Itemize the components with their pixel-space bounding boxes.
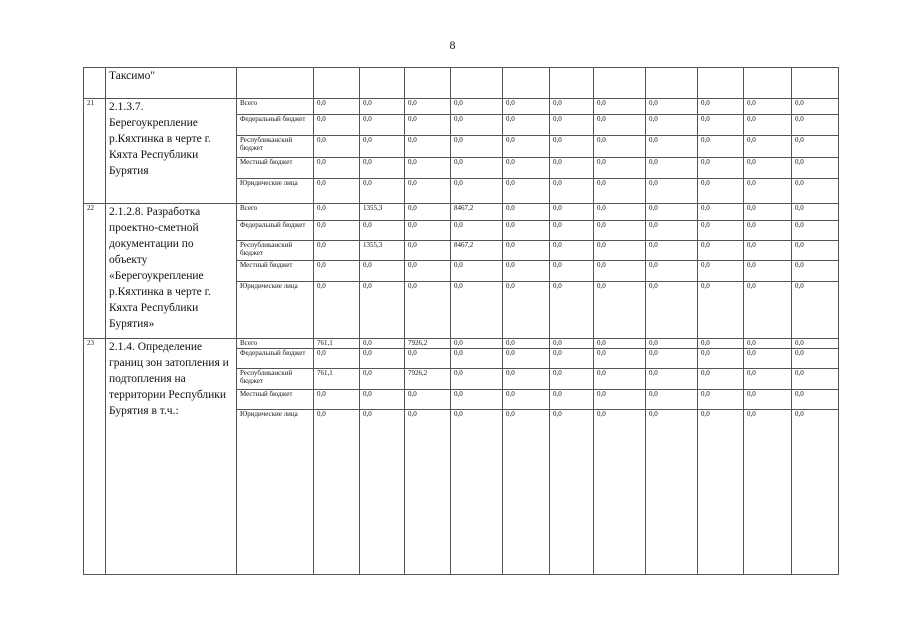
amount-cell: 0,0 xyxy=(451,136,503,157)
funding-source: Юридические лица xyxy=(237,409,314,574)
funding-source: Всего xyxy=(237,98,314,114)
budget-table xyxy=(83,67,839,575)
amount-cell: 0,0 xyxy=(698,204,744,220)
amount-cell: 0,0 xyxy=(451,281,503,338)
amount-cell: 0,0 xyxy=(550,241,594,261)
continuation-row xyxy=(84,68,839,99)
empty-cell xyxy=(550,68,594,99)
item-title: 2.1.2.8. Разработка проектно-сметной документации по объекту «Берегоукрепление р.Кяхтинка в черте г. Кяхта Республики Бурятия» xyxy=(106,204,237,338)
amount-cell: 0,0 xyxy=(405,409,451,574)
amount-cell: 0,0 xyxy=(594,114,646,135)
amount-cell: 0,0 xyxy=(405,281,451,338)
funding-source: Федеральный бюджет xyxy=(237,114,314,135)
amount-cell: 0,0 xyxy=(646,136,698,157)
amount-cell: 0,0 xyxy=(550,389,594,409)
item-title: Таксимо" xyxy=(106,68,237,99)
amount-cell: 0,0 xyxy=(646,114,698,135)
amount-cell: 0,0 xyxy=(646,261,698,281)
empty-cell xyxy=(792,68,839,99)
amount-cell: 0,0 xyxy=(550,157,594,178)
amount-cell: 0,0 xyxy=(451,114,503,135)
amount-cell: 0,0 xyxy=(360,220,405,240)
amount-cell: 0,0 xyxy=(503,136,550,157)
amount-cell: 0,0 xyxy=(503,281,550,338)
amount-cell: 0,0 xyxy=(405,241,451,261)
amount-cell: 0,0 xyxy=(451,261,503,281)
amount-cell: 0,0 xyxy=(451,409,503,574)
amount-cell: 0,0 xyxy=(503,220,550,240)
amount-cell: 0,0 xyxy=(744,178,792,203)
amount-cell: 0,0 xyxy=(550,204,594,220)
amount-cell: 0,0 xyxy=(594,220,646,240)
amount-cell: 0,0 xyxy=(550,261,594,281)
amount-cell: 0,0 xyxy=(451,98,503,114)
amount-cell: 0,0 xyxy=(314,114,360,135)
funding-source: Юридические лица xyxy=(237,178,314,203)
amount-cell: 0,0 xyxy=(360,348,405,368)
page-number: 8 xyxy=(449,38,456,52)
amount-cell: 0,0 xyxy=(646,348,698,368)
amount-cell: 0,0 xyxy=(503,369,550,389)
table-row xyxy=(84,98,839,114)
funding-source: Федеральный бюджет xyxy=(237,220,314,240)
amount-cell: 0,0 xyxy=(405,348,451,368)
amount-cell: 0,0 xyxy=(744,281,792,338)
amount-cell: 0,0 xyxy=(594,338,646,348)
amount-cell: 0,0 xyxy=(646,409,698,574)
amount-cell: 0,0 xyxy=(698,389,744,409)
amount-cell: 0,0 xyxy=(646,178,698,203)
amount-cell: 0,0 xyxy=(451,178,503,203)
empty-cell xyxy=(314,68,360,99)
empty-cell xyxy=(503,68,550,99)
amount-cell: 0,0 xyxy=(503,157,550,178)
row-number: 21 xyxy=(84,98,106,204)
funding-source: Республиканский бюджет xyxy=(237,241,314,261)
amount-cell: 0,0 xyxy=(646,389,698,409)
amount-cell: 0,0 xyxy=(451,389,503,409)
amount-cell: 0,0 xyxy=(360,261,405,281)
amount-cell: 0,0 xyxy=(314,157,360,178)
funding-source: Всего xyxy=(237,338,314,348)
amount-cell: 0,0 xyxy=(792,178,839,203)
amount-cell: 0,0 xyxy=(405,98,451,114)
amount-cell: 0,0 xyxy=(792,338,839,348)
amount-cell: 0,0 xyxy=(744,261,792,281)
amount-cell: 0,0 xyxy=(698,261,744,281)
amount-cell: 0,0 xyxy=(594,98,646,114)
funding-source: Республиканский бюджет xyxy=(237,136,314,157)
funding-source: Местный бюджет xyxy=(237,261,314,281)
amount-cell: 0,0 xyxy=(594,261,646,281)
row-number: 22 xyxy=(84,204,106,338)
amount-cell: 0,0 xyxy=(594,369,646,389)
item-title: 2.1.4. Определение границ зон затопления и подтопления на территории Республики Бурятия в т.ч.: xyxy=(106,338,237,574)
amount-cell: 0,0 xyxy=(792,389,839,409)
amount-cell: 0,0 xyxy=(314,98,360,114)
amount-cell: 0,0 xyxy=(698,157,744,178)
amount-cell: 0,0 xyxy=(503,178,550,203)
amount-cell: 1355,3 xyxy=(360,204,405,220)
funding-source: Местный бюджет xyxy=(237,157,314,178)
funding-source: Республиканский бюджет xyxy=(237,369,314,389)
amount-cell: 0,0 xyxy=(646,369,698,389)
amount-cell: 0,0 xyxy=(744,157,792,178)
amount-cell: 8467,2 xyxy=(451,204,503,220)
amount-cell: 0,0 xyxy=(550,98,594,114)
amount-cell: 0,0 xyxy=(314,241,360,261)
amount-cell: 1355,3 xyxy=(360,241,405,261)
amount-cell: 0,0 xyxy=(360,178,405,203)
amount-cell: 0,0 xyxy=(451,369,503,389)
amount-cell: 0,0 xyxy=(698,241,744,261)
empty-cell xyxy=(646,68,698,99)
amount-cell: 0,0 xyxy=(360,157,405,178)
amount-cell: 0,0 xyxy=(744,114,792,135)
amount-cell: 0,0 xyxy=(550,114,594,135)
amount-cell: 0,0 xyxy=(503,348,550,368)
amount-cell: 0,0 xyxy=(594,136,646,157)
amount-cell: 0,0 xyxy=(646,98,698,114)
amount-cell: 0,0 xyxy=(503,409,550,574)
amount-cell: 0,0 xyxy=(451,157,503,178)
amount-cell: 0,0 xyxy=(360,114,405,135)
amount-cell: 7926,2 xyxy=(405,338,451,348)
funding-source: Юридические лица xyxy=(237,281,314,338)
amount-cell: 0,0 xyxy=(744,204,792,220)
amount-cell: 0,0 xyxy=(451,220,503,240)
amount-cell: 0,0 xyxy=(792,157,839,178)
amount-cell: 0,0 xyxy=(594,157,646,178)
empty-cell xyxy=(744,68,792,99)
empty-cell xyxy=(405,68,451,99)
amount-cell: 0,0 xyxy=(314,281,360,338)
amount-cell: 0,0 xyxy=(792,241,839,261)
amount-cell: 0,0 xyxy=(314,348,360,368)
amount-cell: 0,0 xyxy=(744,369,792,389)
amount-cell: 0,0 xyxy=(451,348,503,368)
amount-cell: 0,0 xyxy=(594,281,646,338)
amount-cell: 0,0 xyxy=(698,114,744,135)
amount-cell: 0,0 xyxy=(503,114,550,135)
amount-cell: 0,0 xyxy=(698,409,744,574)
amount-cell: 0,0 xyxy=(503,338,550,348)
amount-cell: 0,0 xyxy=(550,220,594,240)
amount-cell: 0,0 xyxy=(360,281,405,338)
amount-cell: 0,0 xyxy=(405,114,451,135)
amount-cell: 0,0 xyxy=(405,220,451,240)
empty-cell xyxy=(594,68,646,99)
amount-cell: 0,0 xyxy=(405,204,451,220)
amount-cell: 0,0 xyxy=(314,261,360,281)
row-number-cell xyxy=(84,68,106,99)
amount-cell: 0,0 xyxy=(594,409,646,574)
amount-cell: 0,0 xyxy=(744,241,792,261)
amount-cell: 0,0 xyxy=(550,338,594,348)
amount-cell: 0,0 xyxy=(360,369,405,389)
empty-cell xyxy=(451,68,503,99)
amount-cell: 761,1 xyxy=(314,369,360,389)
amount-cell: 0,0 xyxy=(314,220,360,240)
amount-cell: 0,0 xyxy=(594,348,646,368)
amount-cell: 0,0 xyxy=(550,348,594,368)
amount-cell: 0,0 xyxy=(792,409,839,574)
amount-cell: 0,0 xyxy=(451,338,503,348)
amount-cell: 0,0 xyxy=(405,136,451,157)
amount-cell: 0,0 xyxy=(314,178,360,203)
amount-cell: 0,0 xyxy=(744,220,792,240)
amount-cell: 0,0 xyxy=(698,136,744,157)
amount-cell: 0,0 xyxy=(314,204,360,220)
amount-cell: 0,0 xyxy=(792,281,839,338)
table-row xyxy=(84,338,839,348)
table-row xyxy=(84,204,839,220)
amount-cell: 0,0 xyxy=(698,369,744,389)
amount-cell: 0,0 xyxy=(360,136,405,157)
amount-cell: 0,0 xyxy=(744,389,792,409)
amount-cell: 0,0 xyxy=(594,178,646,203)
amount-cell: 0,0 xyxy=(405,157,451,178)
amount-cell: 0,0 xyxy=(405,261,451,281)
amount-cell: 0,0 xyxy=(792,261,839,281)
amount-cell: 0,0 xyxy=(744,348,792,368)
amount-cell: 0,0 xyxy=(744,98,792,114)
amount-cell: 0,0 xyxy=(360,389,405,409)
amount-cell: 0,0 xyxy=(550,178,594,203)
amount-cell: 8467,2 xyxy=(451,241,503,261)
amount-cell: 0,0 xyxy=(594,241,646,261)
amount-cell: 0,0 xyxy=(744,338,792,348)
empty-cell xyxy=(360,68,405,99)
amount-cell: 0,0 xyxy=(503,261,550,281)
amount-cell: 0,0 xyxy=(405,178,451,203)
amount-cell: 0,0 xyxy=(360,409,405,574)
amount-cell: 0,0 xyxy=(792,204,839,220)
amount-cell: 0,0 xyxy=(646,338,698,348)
amount-cell: 0,0 xyxy=(792,220,839,240)
amount-cell: 0,0 xyxy=(503,98,550,114)
funding-source: Федеральный бюджет xyxy=(237,348,314,368)
amount-cell: 0,0 xyxy=(646,157,698,178)
amount-cell: 0,0 xyxy=(698,338,744,348)
amount-cell: 0,0 xyxy=(405,389,451,409)
amount-cell: 0,0 xyxy=(550,281,594,338)
amount-cell: 0,0 xyxy=(360,98,405,114)
amount-cell: 0,0 xyxy=(360,338,405,348)
amount-cell: 0,0 xyxy=(646,241,698,261)
amount-cell: 0,0 xyxy=(550,409,594,574)
amount-cell: 0,0 xyxy=(550,136,594,157)
amount-cell: 7926,2 xyxy=(405,369,451,389)
amount-cell: 0,0 xyxy=(744,409,792,574)
amount-cell: 0,0 xyxy=(698,98,744,114)
amount-cell: 0,0 xyxy=(698,220,744,240)
funding-source: Всего xyxy=(237,204,314,220)
amount-cell: 0,0 xyxy=(646,220,698,240)
amount-cell: 0,0 xyxy=(594,204,646,220)
amount-cell: 761,1 xyxy=(314,338,360,348)
amount-cell: 0,0 xyxy=(792,136,839,157)
amount-cell: 0,0 xyxy=(503,389,550,409)
amount-cell: 0,0 xyxy=(792,114,839,135)
amount-cell: 0,0 xyxy=(594,389,646,409)
empty-cell xyxy=(698,68,744,99)
amount-cell: 0,0 xyxy=(792,98,839,114)
amount-cell: 0,0 xyxy=(698,348,744,368)
amount-cell: 0,0 xyxy=(744,136,792,157)
funding-source: Местный бюджет xyxy=(237,389,314,409)
amount-cell: 0,0 xyxy=(698,281,744,338)
row-number: 23 xyxy=(84,338,106,574)
amount-cell: 0,0 xyxy=(314,136,360,157)
amount-cell: 0,0 xyxy=(646,281,698,338)
amount-cell: 0,0 xyxy=(314,409,360,574)
amount-cell: 0,0 xyxy=(503,241,550,261)
amount-cell: 0,0 xyxy=(314,389,360,409)
amount-cell: 0,0 xyxy=(698,178,744,203)
amount-cell: 0,0 xyxy=(646,204,698,220)
amount-cell: 0,0 xyxy=(503,204,550,220)
amount-cell: 0,0 xyxy=(792,348,839,368)
item-title: 2.1.3.7. Берегоукрепление р.Кяхтинка в черте г. Кяхта Республики Бурятия xyxy=(106,98,237,204)
empty-cell xyxy=(237,68,314,99)
amount-cell: 0,0 xyxy=(550,369,594,389)
amount-cell: 0,0 xyxy=(792,369,839,389)
